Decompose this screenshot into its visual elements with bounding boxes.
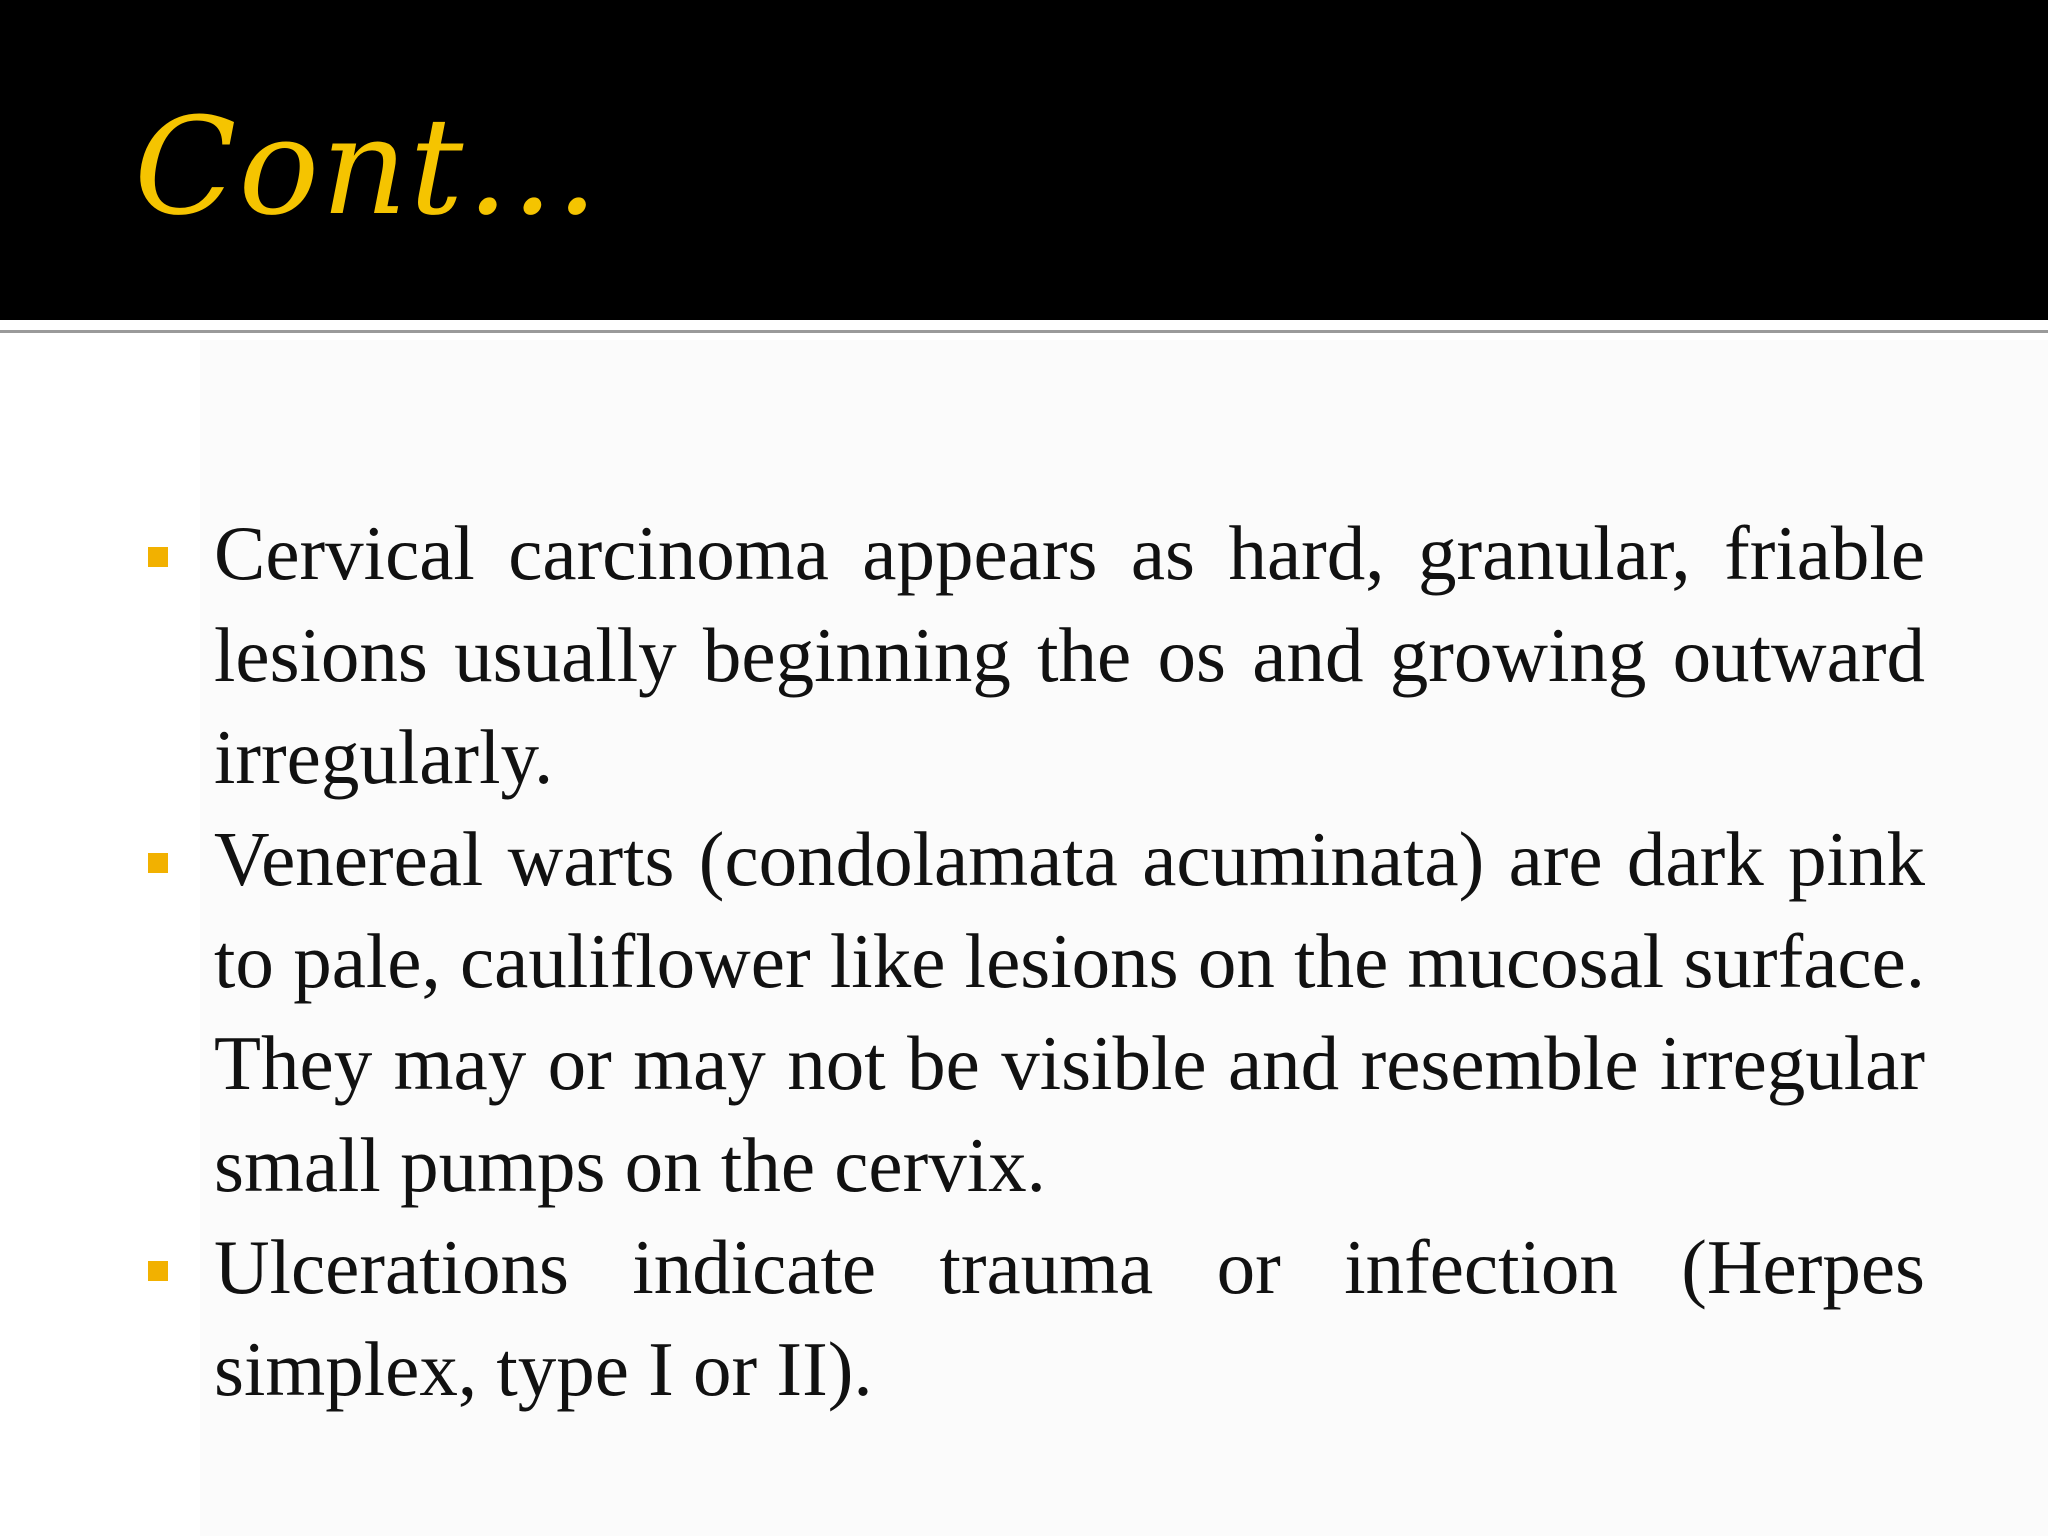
slide-title: Cont… [134, 89, 602, 245]
title-bar [0, 0, 2048, 320]
title-divider [0, 330, 2048, 333]
square-bullet-icon [148, 547, 168, 567]
bullet-text: Venereal warts (condolamata acuminata) are dark pink to pale, cauliflower like lesions on the mucosal surface. They may or may not be visible and resemble irregular small pumps on the cervix. [214, 816, 1925, 1208]
bullet-text: Cervical carcinoma appears as hard, granular, friable lesions usually beginning the os and growing outward irregularly. [214, 510, 1925, 800]
list-item [140, 808, 1925, 1216]
square-bullet-icon [148, 853, 168, 873]
bullet-list [140, 502, 1925, 1420]
bullet-text: Ulcerations indicate trauma or infection (Herpes simplex, type I or II). [214, 1224, 1925, 1412]
square-bullet-icon [148, 1261, 168, 1281]
list-item [140, 1216, 1925, 1420]
list-item [140, 502, 1925, 808]
